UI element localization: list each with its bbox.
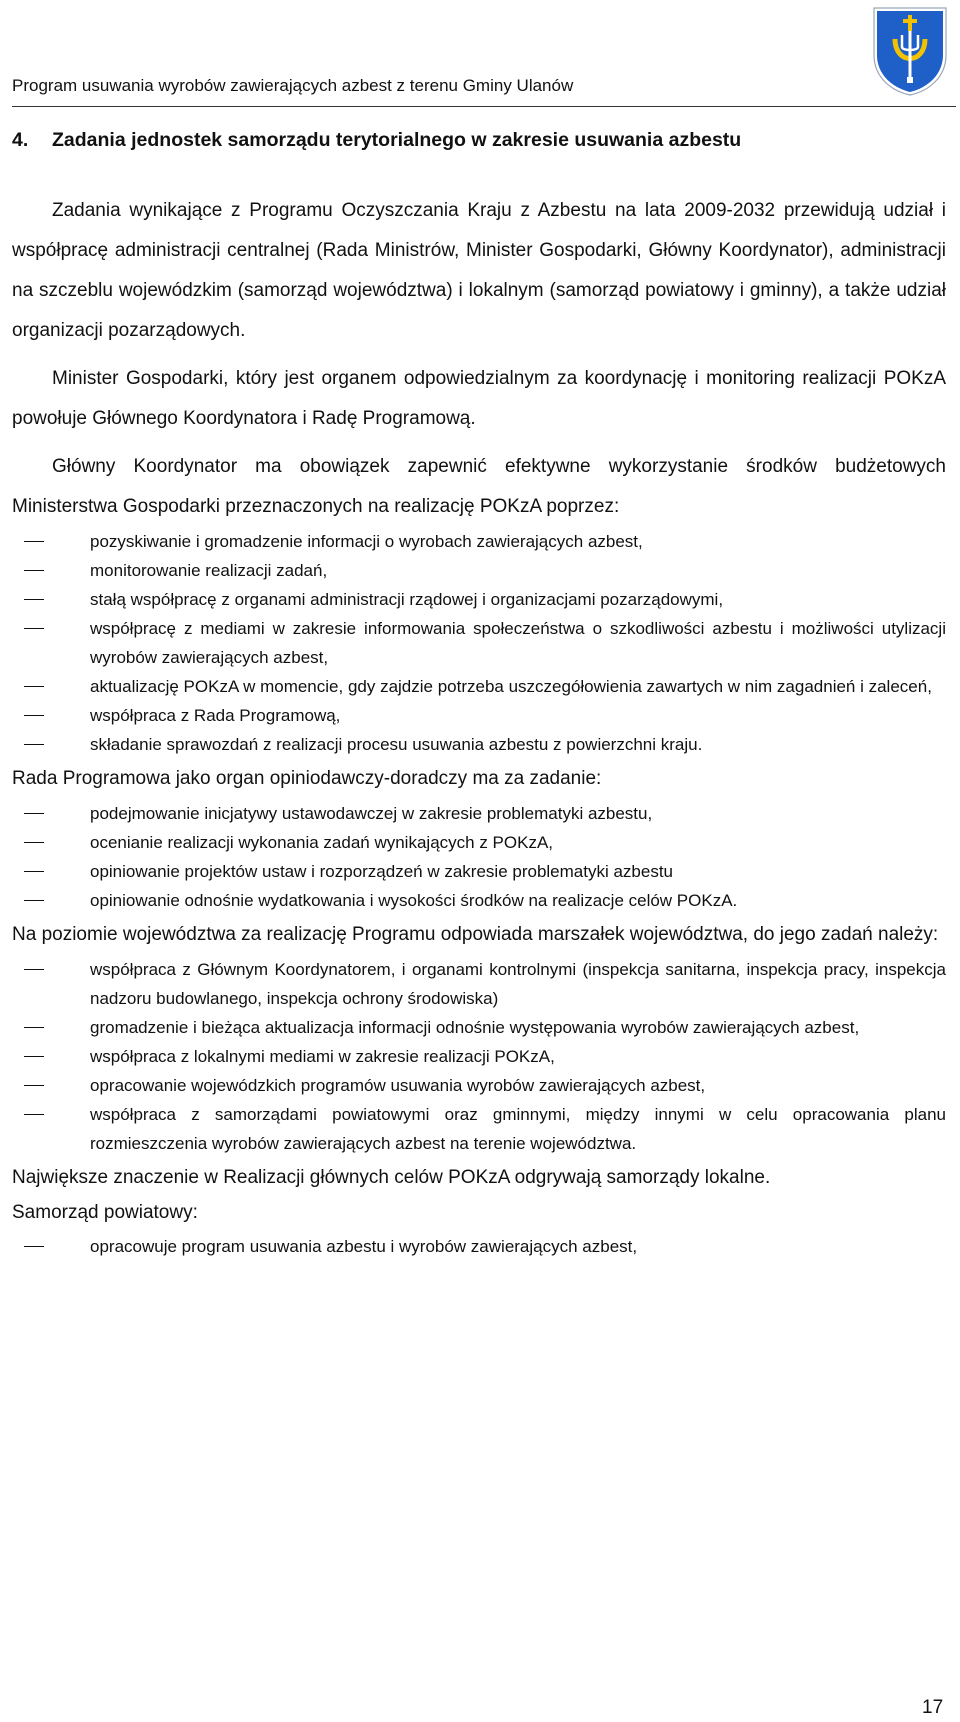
list-item: pozyskiwanie i gromadzenie informacji o wyrobach zawierających azbest, <box>12 527 946 556</box>
list-item: opracowuje program usuwania azbestu i wyrobów zawierających azbest, <box>12 1232 946 1261</box>
list-item: podejmowanie inicjatywy ustawodawczej w zakresie problematyki azbestu, <box>12 799 946 828</box>
list-item: współpraca z Głównym Koordynatorem, i organami kontrolnymi (inspekcja sanitarna, inspekcja pracy, inspekcja nadzoru budowlanego, inspekcja ochrony środowiska) <box>12 955 946 1013</box>
list-item: opracowanie wojewódzkich programów usuwania wyrobów zawierających azbest, <box>12 1071 946 1100</box>
paragraph-marshal: Na poziomie województwa za realizację Programu odpowiada marszałek województwa, do jego zadań należy: <box>12 924 939 946</box>
list-item: współpracę z mediami w zakresie informowania społeczeństwa o szkodliwości azbestu i możliwości utylizacji wyrobów zawierających azbest, <box>12 614 946 672</box>
paragraph-local-government: Największe znaczenie w Realizacji głównych celów POKzA odgrywają samorządy lokalne. <box>12 1167 771 1189</box>
document-title: Program usuwania wyrobów zawierających azbest z terenu Gminy Ulanów <box>12 76 574 95</box>
list-item: opiniowanie projektów ustaw i rozporządzeń w zakresie problematyki azbestu <box>12 857 946 886</box>
list-item: aktualizację POKzA w momencie, gdy zajdzie potrzeba uszczegółowienia zawartych w nim zagadnień i zaleceń, <box>12 672 946 701</box>
list-item: współpraca z samorządami powiatowymi oraz gminnymi, między innymi w celu opracowania planu rozmieszczenia wyrobów zawierających azbest na terenie województwa. <box>12 1100 946 1158</box>
list-item: monitorowanie realizacji zadań, <box>12 556 946 585</box>
paragraph-minister: Minister Gospodarki, który jest organem odpowiedzialnym za koordynację i monitoring realizacji POKzA powołuje Głównego Koordynatora i Radę Programową. <box>12 368 946 430</box>
list-item: stałą współpracę z organami administracji rządowej i organizacjami pozarządowymi, <box>12 585 946 614</box>
coordinator-duties-list <box>12 527 946 759</box>
list-item: opiniowanie odnośnie wydatkowania i wysokości środków na realizacje celów POKzA. <box>12 886 946 915</box>
list-item: współpraca z lokalnymi mediami w zakresie realizacji POKzA, <box>12 1042 946 1071</box>
list-item: ocenianie realizacji wykonania zadań wynikających z POKzA, <box>12 828 946 857</box>
page-content <box>12 128 946 1261</box>
paragraph-county-heading: Samorząd powiatowy: <box>12 1202 198 1224</box>
section-title: Zadania jednostek samorządu terytorialnego w zakresie usuwania azbestu <box>52 129 742 151</box>
county-duties-list <box>12 1232 946 1261</box>
paragraph-coordinator: Główny Koordynator ma obowiązek zapewnić efektywne wykorzystanie środków budżetowych Ministerstwa Gospodarki przeznaczonych na realizację POKzA poprzez: <box>12 456 946 518</box>
paragraph-program-tasks: Zadania wynikające z Programu Oczyszczania Kraju z Azbestu na lata 2009-2032 przewidują udział i współpracę administracji centralnej (Rada Ministrów, Minister Gospodarki, Główny Koordynator), administracji na szczeblu wojewódzkim (samorząd województwa) i lokalnym (samorząd powiatowy i gminny), a także udział organizacji pozarządowych. <box>12 200 946 342</box>
list-item: gromadzenie i bieżąca aktualizacja informacji odnośnie występowania wyrobów zawierających azbest, <box>12 1013 946 1042</box>
list-item: składanie sprawozdań z realizacji procesu usuwania azbestu z powierzchni kraju. <box>12 730 946 759</box>
section-number: 4. <box>12 129 29 151</box>
marshal-duties-list <box>12 955 946 1158</box>
section-heading <box>12 128 946 153</box>
paragraph-council: Rada Programowa jako organ opiniodawczy-doradczy ma za zadanie: <box>12 768 602 790</box>
page-header <box>0 0 960 110</box>
coat-of-arms-icon <box>871 5 949 97</box>
header-divider <box>12 106 956 107</box>
list-item: współpraca z Rada Programową, <box>12 701 946 730</box>
council-duties-list <box>12 799 946 915</box>
page-number: 17 <box>922 1697 944 1718</box>
